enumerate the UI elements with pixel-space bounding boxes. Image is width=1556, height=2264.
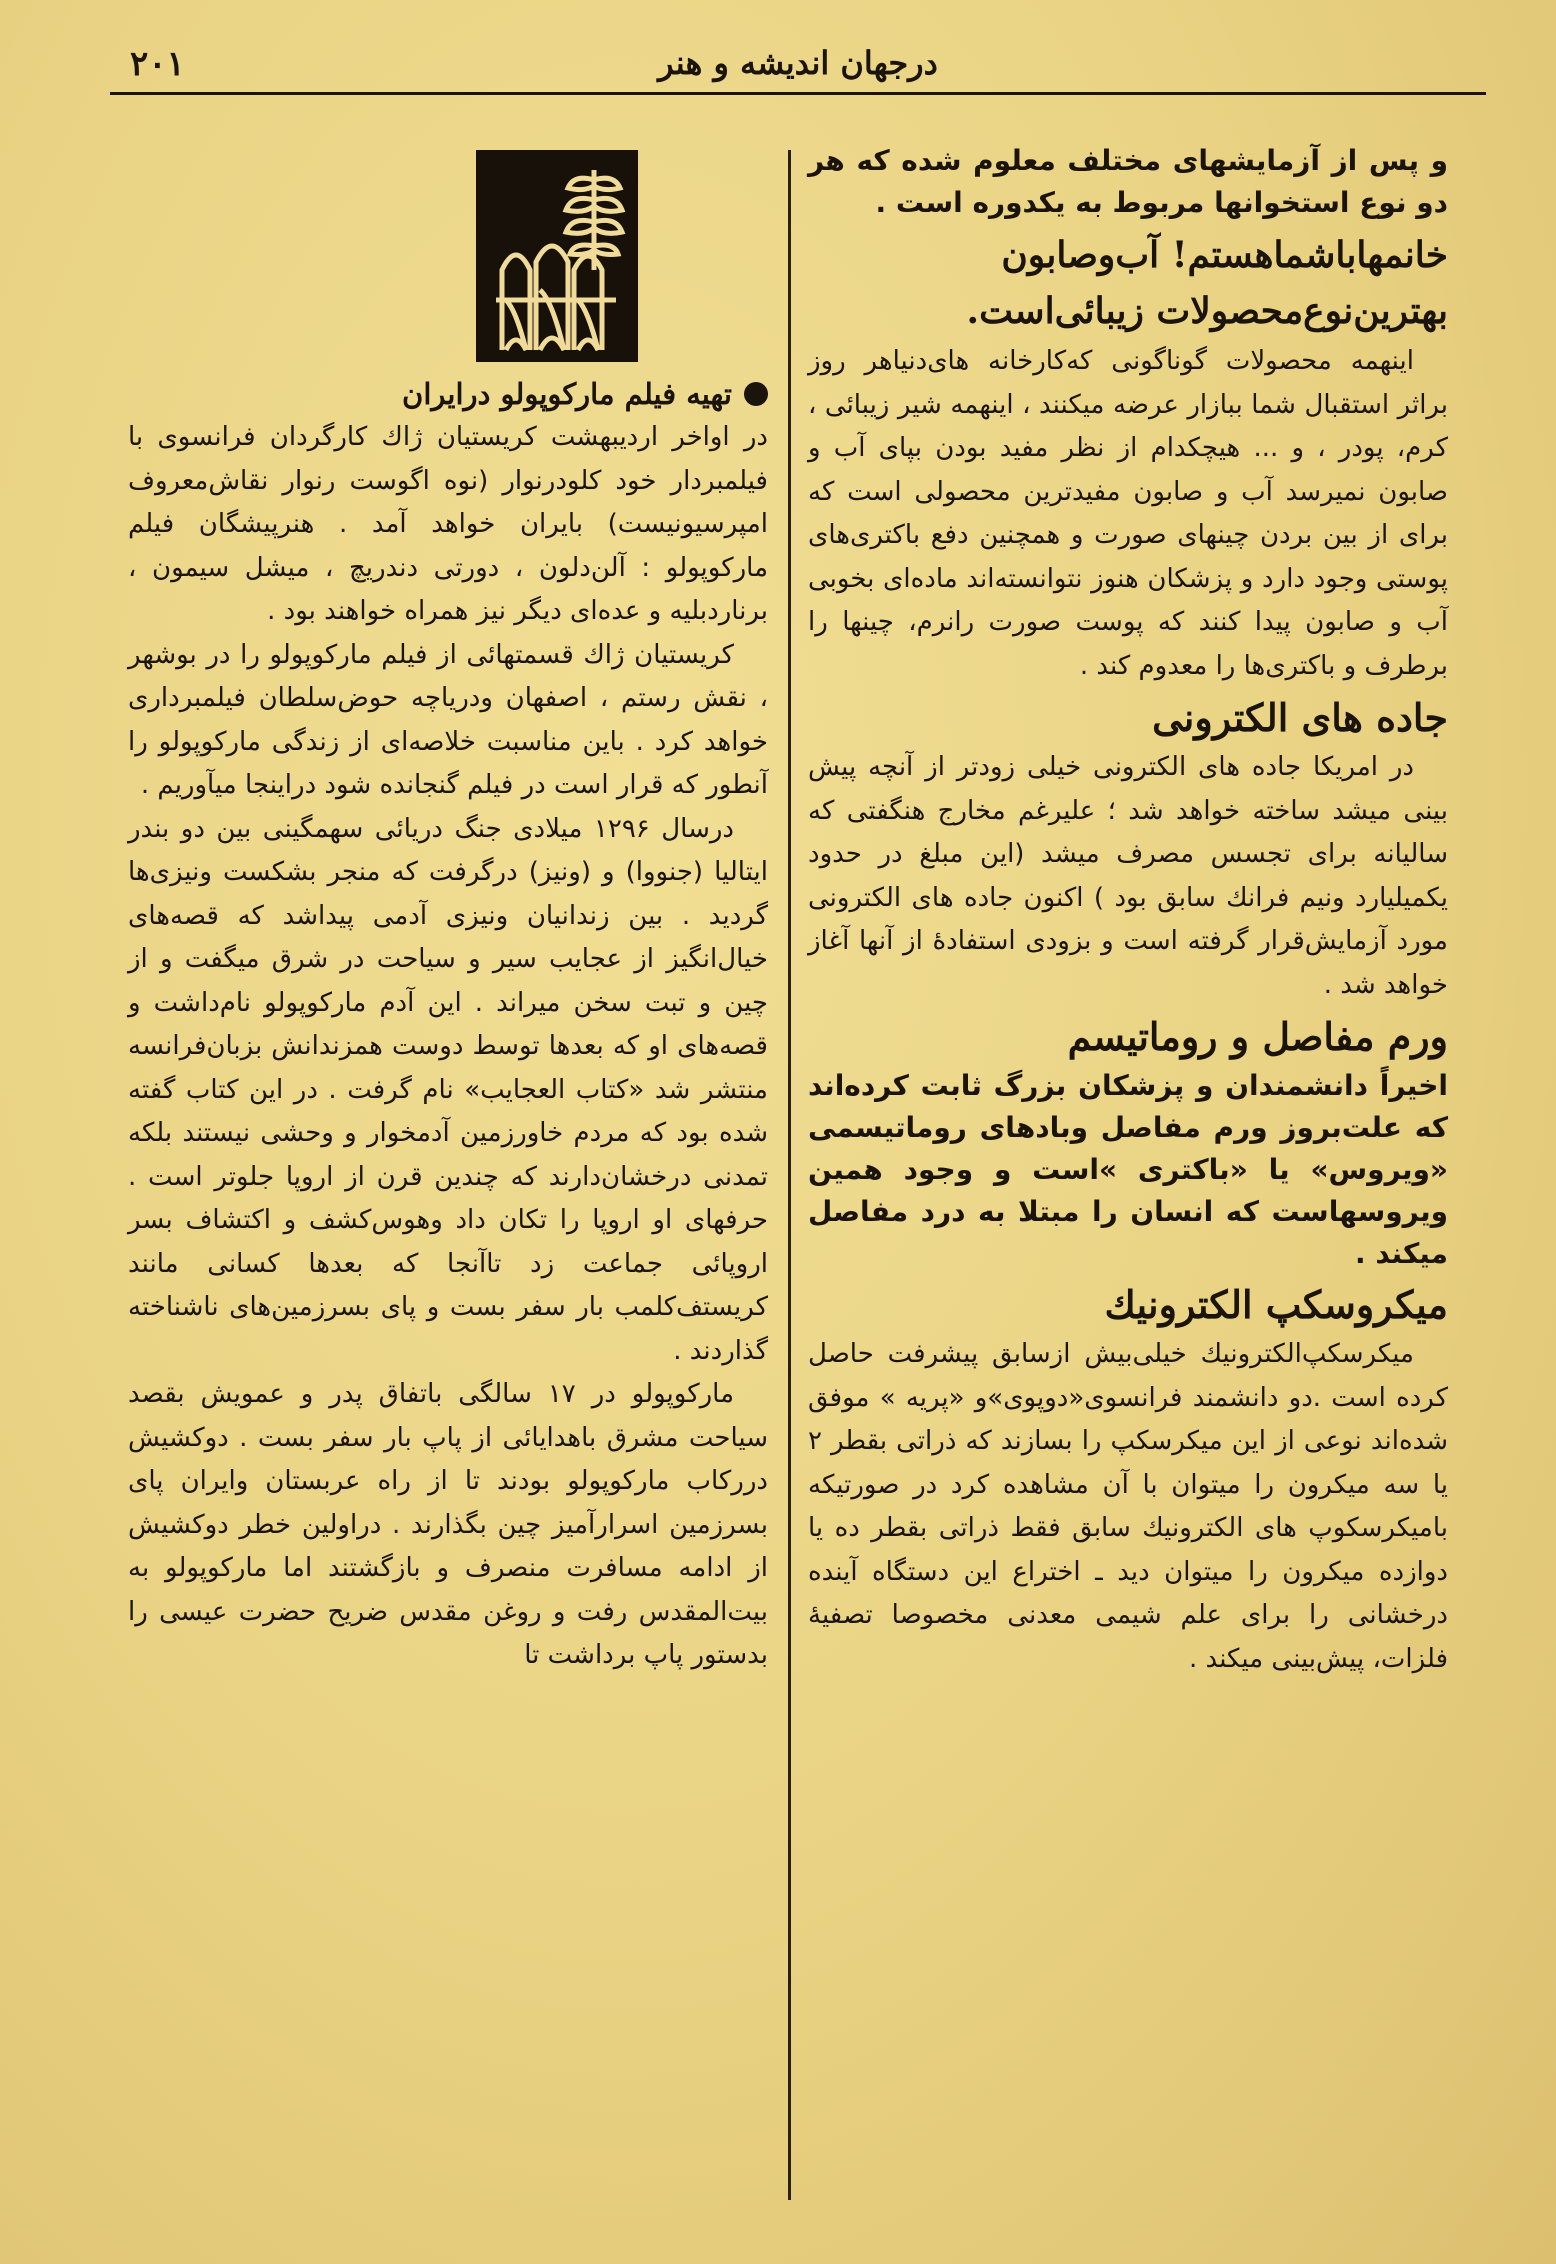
right-column xyxy=(808,140,1448,1681)
article-title-text: تهیه فیلم مارکوپولو درایران xyxy=(402,377,732,411)
microscope-body: میکرسکپ‌الکترونیك خیلی‌بیش ازسابق پیشرفت حاصل کرده است .دو دانشمند فرانسوی«دوپوی»و «پریه » موفق شده‌اند نوعی از این میکرسکپ را بسازند که ذراتی بقطر ۲ یا سه میکرون را میتوان با آن مشاهده کرد در صورتیکه بامیکرسکوپ های الکترونیك سابق فقط ذراتی بقطر ده یا دوازده میکرون را میتوان دید ـ اختراع این دستگاه آینده درخشانی را برای علم شیمی معدنی مخصوصا تصفیهٔ فلزات، پیش‌بینی میکند . xyxy=(808,1339,1448,1674)
intro-paragraph: و پس از آزمایشهای مختلف معلوم شده که هر دو نوع استخوانها مربوط به یکدوره است . xyxy=(808,144,1448,219)
rheumatism-body: اخیراً دانشمندان و پزشکان بزرگ ثابت کرده‌اند که علت‌بروز ورم مفاصل وبادهای روماتیسمی «ویروس» یا «باکتری »است و وجود همین ویروسهاست که انسان را مبتلا به درد مفاصل میکند . xyxy=(808,1069,1448,1270)
rheumatism-heading: ورم مفاصل و روماتیسم xyxy=(1067,1014,1448,1059)
article-paragraph-2: کریستیان ژاك قسمتهائی از فیلم مارکوپولو را در بوشهر ، نقش رستم ، اصفهان ودریاچه حوض‌سلطان فیلمبرداری خواهد کرد . باین مناسبت خلاصه‌ای از زندگی مارکوپولو را آنطور که قرار است در فیلم گنجانده شود دراینجا میآوریم . xyxy=(128,639,768,800)
page-header xyxy=(110,40,1486,95)
ad-heading-line-1: خانمهاباشماهستم! آب‌وصابون xyxy=(1001,234,1448,276)
left-column xyxy=(128,372,768,1678)
microscope-heading: میکروسکپ الکترونیك xyxy=(1104,1282,1448,1327)
running-title: درجهان اندیشه و هنر xyxy=(658,44,938,82)
roads-body: در امریکا جاده های الکترونی خیلی زودتر از آنچه پیش بینی میشد ساخته خواهد شد ؛ علیرغم مخارج هنگفتی که سالیانه برای تجسس مصرف میشد (این مبلغ در حدود یکمیلیارد ونیم فرانك سابق بود ) اکنون جاده های الکترونی مورد آزمایش‌قرار گرفته است و بزودی استفادهٔ از آنها آغاز خواهد شد . xyxy=(808,752,1448,1000)
column-divider xyxy=(788,150,791,2200)
bullet-icon xyxy=(744,382,768,406)
page-number: ۲۰۱ xyxy=(130,44,185,84)
article-title xyxy=(128,372,768,416)
article-paragraph-1: در اواخر اردیبهشت کریستیان ژاك کارگردان فرانسوی با فیلمبردار خود کلودرنوار (نوه اگوست رنوار نقاش‌معروف امپرسیونیست) بایران خواهد آمد . هنرپیشگان فیلم مارکوپولو : آلن‌دلون ، دورتی دندریچ ، میشل سیمون ، برناردبلیه و عده‌ای دیگر نیز همراه خواهند بود . xyxy=(128,422,768,626)
roads-heading: جاده های الکترونی xyxy=(1152,695,1448,740)
wheat-logo-icon xyxy=(476,150,638,362)
article-paragraph-4: مارکوپولو در ۱۷ سالگی باتفاق پدر و عمویش بقصد سیاحت مشرق باهدایائی از پاپ بار سفر بست . دوکشیش دررکاب مارکوپولو بودند تا از راه عربستان وایران پای بسرزمین اسرارآمیز چین بگذارند . دراولین خطر دوکشیش از ادامه مسافرت منصرف و بازگشتند اما مارکوپولو به بیت‌المقدس رفت و روغن مقدس ضریح حضرت عیسی را بدستور پاپ برداشت تا xyxy=(128,1379,768,1670)
article-paragraph-3: درسال ۱۲۹۶ میلادی جنگ دریائی سهمگینی بین دو بندر ایتالیا (جنووا) و (ونیز) درگرفت که منجر بشکست ونیزی‌ها گردید . بین زندانیان ونیزی آدمی پیداشد که قصه‌های خیال‌انگیز از عجایب سیر و سیاحت در شرق میگفت و از چین و تبت سخن میراند . این آدم مارکوپولو نام‌داشت و قصه‌های او که بعدها توسط دوست همزندانش بزبان‌فرانسه منتشر شد «کتاب العجایب» نام گرفت . در این کتاب گفته شده بود که مردم خاورزمین آدمخوار و وحشی نیستند بلکه تمدنی درخشان‌دارند که چندین قرن از اروپا جلوتر است . حرفهای او اروپا را تکان داد وهوس‌کشف و اکتشاف بسر اروپائی جماعت زد تاآنجا که بعدها کسانی مانند کریستف‌کلمب بار سفر بست و پای بسرزمین‌های ناشناخته گذاردند . xyxy=(128,813,768,1366)
ad-body: اینهمه محصولات گوناگونی که‌کارخانه های‌دنیاهر روز براثر استقبال شما ببازار عرضه میکنند ، اینهمه شیر زیبائی ، کرم، پودر ، و ... هیچکدام از نظر مفید بودن بپای آب و صابون نمیرسد آب و صابون مفیدترین محصولی است که برای از بین بردن چینهای صورت و همچنین دفع باکتری‌های پوستی وجود دارد و پزشکان هنوز نتوانسته‌اند ماده‌ای بخوبی آب و صابون پیدا کنند که پوست صورت رانرم، چینها را برطرف و باکتری‌ها را معدوم کند . xyxy=(808,346,1448,681)
ad-heading-line-2: بهترین‌نوع‌محصولات زیبائی‌است. xyxy=(966,290,1448,332)
